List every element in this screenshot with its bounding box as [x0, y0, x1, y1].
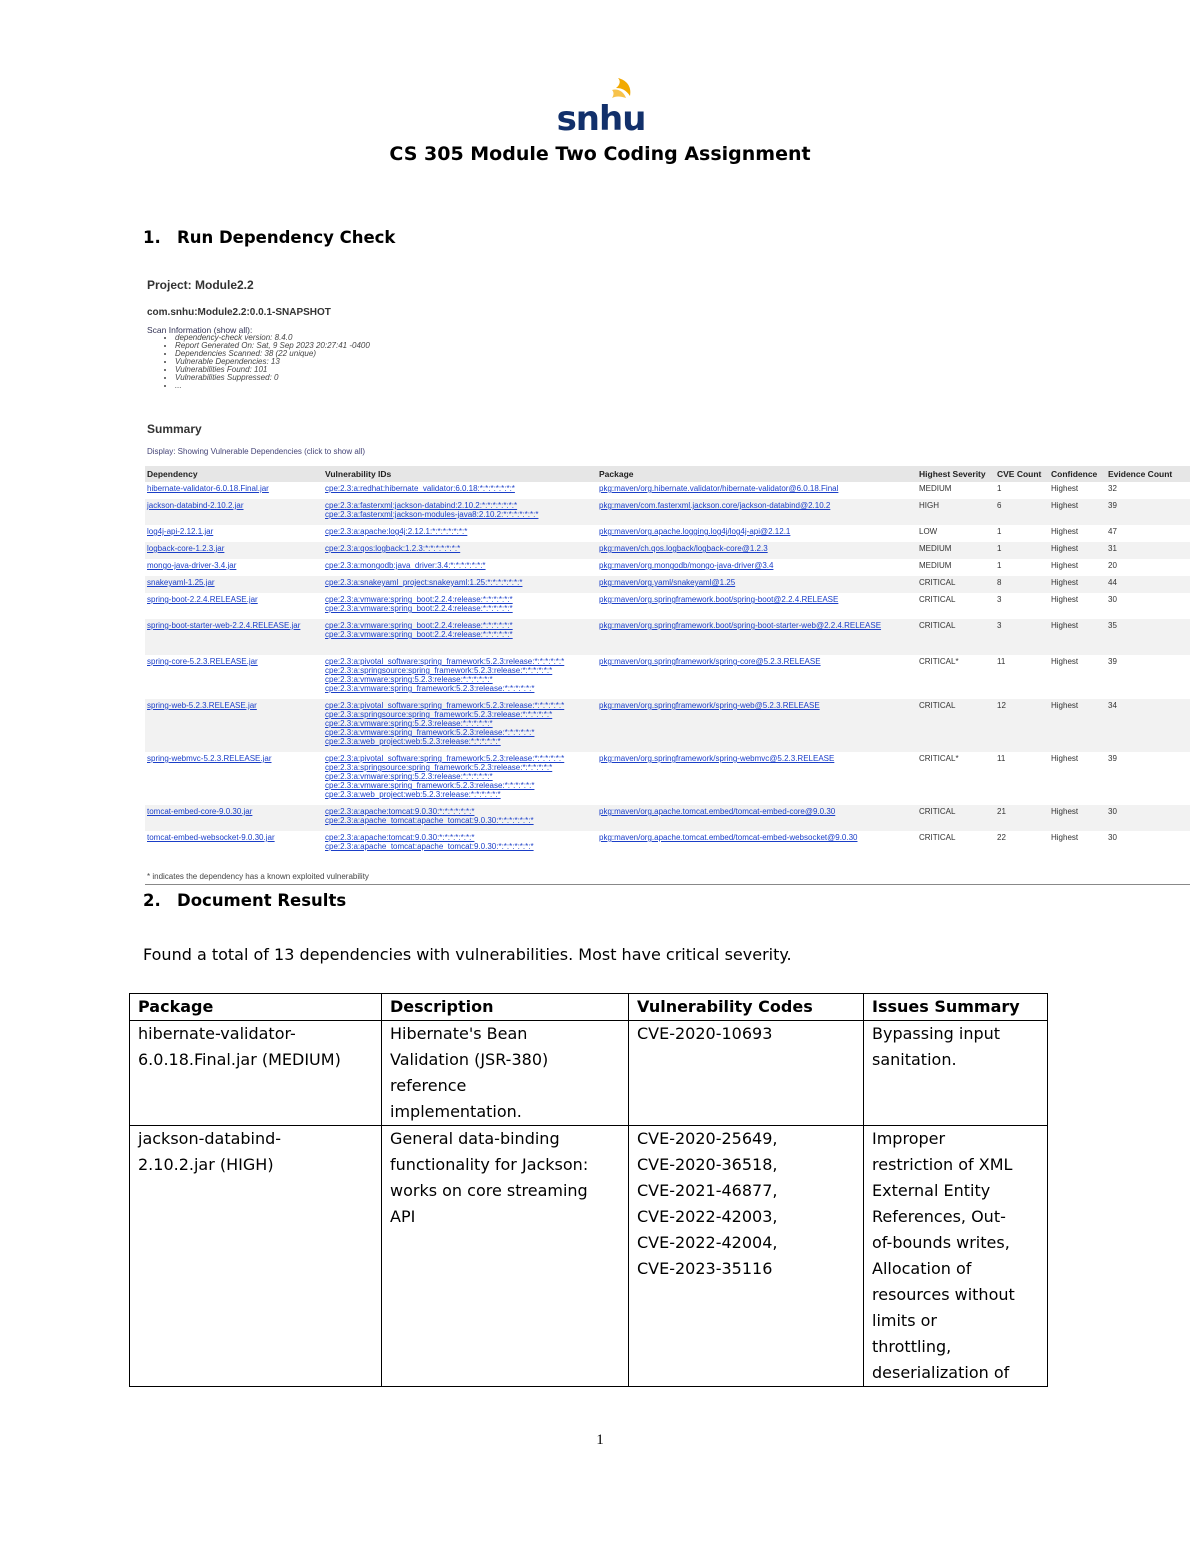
- report-confidence: [1049, 805, 1106, 831]
- vulnerability-id-link[interactable]: cpe:2.3:a:apache_tomcat:apache_tomcat:9.0.30:*:*:*:*:*:*:*: [325, 842, 534, 851]
- report-evidence-count: [1106, 525, 1190, 542]
- vulnerability-id-link[interactable]: cpe:2.3:a:vmware:spring:5.2.3:release:*:*:*:*:*:*: [325, 719, 493, 728]
- report-col-header: Package: [597, 466, 917, 482]
- report-package-link-text[interactable]: pkg:maven/org.springframework/spring-core@5.2.3.RELEASE: [599, 657, 821, 666]
- report-row: [145, 482, 1190, 499]
- report-dependency-link: [145, 593, 323, 619]
- report-confidence-text: Highest: [1051, 561, 1079, 570]
- results-cell-line: throttling,: [872, 1337, 952, 1356]
- report-package-link-text[interactable]: pkg:maven/org.springframework.boot/spring-boot-starter-web@2.2.4.RELEASE: [599, 621, 882, 630]
- results-cell-summary: [864, 1021, 1048, 1126]
- report-vulnerability-ids: [323, 559, 597, 576]
- report-confidence-text: Highest: [1051, 544, 1079, 553]
- report-scan-info-label: Scan Information (show all):: [147, 325, 253, 335]
- dependency-check-report-screenshot: [145, 270, 1190, 886]
- results-cell-line: CVE-2021-46877,: [637, 1181, 778, 1200]
- report-evidence-count-text: 39: [1108, 657, 1117, 666]
- results-cell-line: Allocation of: [872, 1259, 972, 1278]
- report-cve-count: [995, 542, 1049, 559]
- results-col-header: Package: [130, 994, 382, 1021]
- report-scan-info-list: [175, 334, 370, 390]
- report-package-link-text[interactable]: pkg:maven/org.springframework.boot/spring-boot@2.2.4.RELEASE: [599, 595, 839, 604]
- results-row: [130, 1021, 1048, 1126]
- report-evidence-count: [1106, 559, 1190, 576]
- svg-text:snhu: snhu: [556, 99, 646, 136]
- report-dependency-link: [145, 576, 323, 593]
- scan-info-item: • Report Generated On: Sat, 9 Sep 2023 20:27:41 -0400: [175, 342, 370, 350]
- report-evidence-count: [1106, 805, 1190, 831]
- vulnerability-id-link[interactable]: cpe:2.3:a:apache_tomcat:apache_tomcat:9.0.30:*:*:*:*:*:*:*: [325, 816, 534, 825]
- report-confidence-text: Highest: [1051, 484, 1079, 493]
- report-package-link-text[interactable]: pkg:maven/org.apache.tomcat.embed/tomcat-embed-websocket@9.0.30: [599, 833, 858, 842]
- report-severity: [917, 699, 995, 752]
- report-evidence-count: [1106, 482, 1190, 499]
- report-cve-count-text: 8: [997, 578, 1002, 587]
- results-cell-line: CVE-2020-36518,: [637, 1155, 778, 1174]
- report-package-link: [597, 525, 917, 542]
- vulnerability-id-link[interactable]: cpe:2.3:a:vmware:spring:5.2.3:release:*:*:*:*:*:*: [325, 772, 493, 781]
- report-cve-count-text: 12: [997, 701, 1006, 710]
- report-dependency-link: [145, 831, 323, 857]
- report-row: [145, 655, 1190, 699]
- report-cve-count: [995, 499, 1049, 525]
- report-col-header: Confidence: [1049, 466, 1106, 482]
- report-dependency-link: [145, 499, 323, 525]
- report-row: [145, 619, 1190, 655]
- report-evidence-count: [1106, 831, 1190, 857]
- results-cell-summary: [864, 1126, 1048, 1387]
- report-severity: [917, 482, 995, 499]
- results-col-header: Vulnerability Codes: [629, 994, 864, 1021]
- report-vulnerability-ids: [323, 482, 597, 499]
- report-col-header: Evidence Count: [1106, 466, 1190, 482]
- report-severity: [917, 542, 995, 559]
- report-confidence: [1049, 593, 1106, 619]
- results-cell-line: implementation.: [390, 1102, 522, 1121]
- scan-info-item: • Vulnerabilities Suppressed: 0: [175, 374, 370, 382]
- report-dependency-link-text[interactable]: jackson-databind-2.10.2.jar: [147, 501, 244, 510]
- report-confidence-text: Highest: [1051, 754, 1079, 763]
- results-cell-description: [382, 1126, 629, 1387]
- report-package-link: [597, 805, 917, 831]
- report-evidence-count-text: 31: [1108, 544, 1117, 553]
- report-package-link: [597, 482, 917, 499]
- report-row: [145, 559, 1190, 576]
- vulnerability-id-link[interactable]: cpe:2.3:a:vmware:spring_framework:5.2.3:release:*:*:*:*:*:*: [325, 684, 535, 693]
- report-vulnerability-ids: [323, 831, 597, 857]
- report-confidence: [1049, 576, 1106, 593]
- report-vulnerability-ids: [323, 655, 597, 699]
- report-severity: [917, 559, 995, 576]
- report-row: [145, 752, 1190, 805]
- report-row: [145, 593, 1190, 619]
- report-cve-count: [995, 576, 1049, 593]
- report-package-link-text[interactable]: pkg:maven/org.hibernate.validator/hibernate-validator@6.0.18.Final: [599, 484, 839, 493]
- report-cve-count: [995, 752, 1049, 805]
- report-severity: [917, 593, 995, 619]
- report-package-link: [597, 576, 917, 593]
- results-cell-description: [382, 1021, 629, 1126]
- report-evidence-count-text: 35: [1108, 621, 1117, 630]
- report-evidence-count: [1106, 619, 1190, 655]
- results-cell-line: References, Out-: [872, 1207, 1006, 1226]
- vulnerability-id-link[interactable]: cpe:2.3:a:vmware:spring_framework:5.2.3:release:*:*:*:*:*:*: [325, 728, 535, 737]
- report-confidence-text: Highest: [1051, 833, 1079, 842]
- report-confidence-text: Highest: [1051, 527, 1079, 536]
- report-package-link-text[interactable]: pkg:maven/org.springframework/spring-webmvc@5.2.3.RELEASE: [599, 754, 835, 763]
- page-number: 1: [596, 1432, 604, 1448]
- vulnerability-id-link[interactable]: cpe:2.3:a:snakeyaml_project:snakeyaml:1.25:*:*:*:*:*:*:*: [325, 578, 523, 587]
- results-cell-line: reference: [390, 1076, 467, 1095]
- results-cell-codes: [629, 1021, 864, 1126]
- report-row: [145, 525, 1190, 542]
- report-package-link: [597, 593, 917, 619]
- report-evidence-count-text: 39: [1108, 501, 1117, 510]
- report-cve-count-text: 1: [997, 527, 1002, 536]
- results-cell-line: works on core streaming: [390, 1181, 588, 1200]
- report-cve-count: [995, 559, 1049, 576]
- vulnerability-id-link[interactable]: cpe:2.3:a:qos:logback:1.2.3:*:*:*:*:*:*:*: [325, 544, 461, 553]
- report-vulnerability-ids: [323, 619, 597, 655]
- report-package-link: [597, 699, 917, 752]
- vulnerability-id-link[interactable]: cpe:2.3:a:vmware:spring_boot:2.2.4:release:*:*:*:*:*:*: [325, 630, 513, 639]
- report-vulnerability-ids: [323, 499, 597, 525]
- report-evidence-count-text: 30: [1108, 833, 1117, 842]
- results-cell-codes: [629, 1126, 864, 1387]
- vulnerability-id-link[interactable]: cpe:2.3:a:springsource:spring_framework:5.2.3:release:*:*:*:*:*:*: [325, 710, 553, 719]
- vulnerability-id-link[interactable]: cpe:2.3:a:springsource:spring_framework:5.2.3:release:*:*:*:*:*:*: [325, 763, 553, 772]
- report-vulnerability-ids: [323, 699, 597, 752]
- report-col-header: Vulnerability IDs: [323, 466, 597, 482]
- report-confidence: [1049, 542, 1106, 559]
- report-col-header: Dependency: [145, 466, 323, 482]
- report-dependency-link: [145, 482, 323, 499]
- vulnerability-id-link[interactable]: cpe:2.3:a:apache:tomcat:9.0.30:*:*:*:*:*:*:*: [325, 807, 475, 816]
- scan-info-item: • Vulnerable Dependencies: 13: [175, 358, 370, 366]
- report-package-link-text[interactable]: pkg:maven/com.fasterxml.jackson.core/jackson-databind@2.10.2: [599, 501, 831, 510]
- vulnerability-id-link[interactable]: cpe:2.3:a:springsource:spring_framework:5.2.3:release:*:*:*:*:*:*: [325, 666, 553, 675]
- report-severity: [917, 831, 995, 857]
- report-vulnerability-ids: [323, 593, 597, 619]
- results-cell-line: CVE-2023-35116: [637, 1259, 773, 1278]
- report-severity: [917, 805, 995, 831]
- report-evidence-count: [1106, 655, 1190, 699]
- report-evidence-count-text: 39: [1108, 754, 1117, 763]
- results-cell-line: 6.0.18.Final.jar (MEDIUM): [138, 1050, 341, 1069]
- report-severity-text: CRITICAL: [919, 578, 956, 587]
- report-evidence-count-text: 44: [1108, 578, 1117, 587]
- report-dependency-link-text[interactable]: hibernate-validator-6.0.18.Final.jar: [147, 484, 269, 493]
- vulnerability-id-link[interactable]: cpe:2.3:a:pivotal_software:spring_framework:5.2.3:release:*:*:*:*:*:*: [325, 701, 565, 710]
- vulnerability-id-link[interactable]: cpe:2.3:a:web_project:web:5.2.3:release:*:*:*:*:*:*: [325, 737, 501, 746]
- report-dependency-link-text[interactable]: logback-core-1.2.3.jar: [147, 544, 225, 553]
- results-row: [130, 1126, 1048, 1387]
- report-cve-count-text: 6: [997, 501, 1002, 510]
- results-cell-line: CVE-2020-10693: [637, 1024, 773, 1043]
- report-package-link: [597, 559, 917, 576]
- report-confidence-text: Highest: [1051, 621, 1079, 630]
- report-cve-count: [995, 699, 1049, 752]
- report-confidence-text: Highest: [1051, 595, 1079, 604]
- report-severity-text: CRITICAL: [919, 595, 956, 604]
- vulnerability-id-link[interactable]: cpe:2.3:a:fasterxml:jackson-databind:2.10.2:*:*:*:*:*:*:*: [325, 501, 518, 510]
- results-cell-line: Validation (JSR-380): [390, 1050, 549, 1069]
- report-row: [145, 831, 1190, 857]
- snhu-logo-graphic: [556, 76, 646, 136]
- vulnerability-id-link[interactable]: cpe:2.3:a:pivotal_software:spring_framework:5.2.3:release:*:*:*:*:*:*: [325, 657, 565, 666]
- report-severity: [917, 576, 995, 593]
- report-dependency-link: [145, 559, 323, 576]
- report-footnote: * indicates the dependency has a known exploited vulnerability: [147, 872, 369, 881]
- results-cell-line: External Entity: [872, 1181, 991, 1200]
- results-cell-line: functionality for Jackson:: [390, 1155, 589, 1174]
- results-table: [129, 993, 1048, 1387]
- report-evidence-count-text: 32: [1108, 484, 1117, 493]
- results-col-header: Issues Summary: [864, 994, 1048, 1021]
- report-confidence: [1049, 655, 1106, 699]
- report-confidence: [1049, 831, 1106, 857]
- report-row: [145, 699, 1190, 752]
- report-vulnerability-ids: [323, 576, 597, 593]
- vulnerability-id-link[interactable]: cpe:2.3:a:redhat:hibernate_validator:6.0.18:*:*:*:*:*:*:*: [325, 484, 515, 493]
- report-severity: [917, 752, 995, 805]
- report-package-link: [597, 542, 917, 559]
- report-cve-count: [995, 831, 1049, 857]
- report-package-link: [597, 655, 917, 699]
- report-dependency-link: [145, 655, 323, 699]
- report-evidence-count-text: 30: [1108, 595, 1117, 604]
- vulnerability-id-link[interactable]: cpe:2.3:a:vmware:spring_boot:2.2.4:release:*:*:*:*:*:*: [325, 595, 513, 604]
- results-cell-line: jackson-databind-: [138, 1129, 282, 1148]
- report-summary-table: [145, 466, 1190, 857]
- vulnerability-id-link[interactable]: cpe:2.3:a:pivotal_software:spring_framework:5.2.3:release:*:*:*:*:*:*: [325, 754, 565, 763]
- report-cve-count-text: 3: [997, 595, 1002, 604]
- snhu-logo: [556, 76, 646, 136]
- report-vulnerability-ids: [323, 805, 597, 831]
- report-row: [145, 576, 1190, 593]
- report-dependency-link-text[interactable]: tomcat-embed-core-9.0.30.jar: [147, 807, 253, 816]
- report-package-link: [597, 831, 917, 857]
- report-confidence-text: Highest: [1051, 578, 1079, 587]
- report-confidence: [1049, 619, 1106, 655]
- report-package-link: [597, 499, 917, 525]
- report-dependency-link: [145, 525, 323, 542]
- report-cve-count: [995, 619, 1049, 655]
- report-col-header: Highest Severity: [917, 466, 995, 482]
- vulnerability-id-link[interactable]: cpe:2.3:a:vmware:spring_boot:2.2.4:release:*:*:*:*:*:*: [325, 621, 513, 630]
- section-heading-2: 2. Document Results: [143, 891, 347, 910]
- report-col-header: CVE Count: [995, 466, 1049, 482]
- report-confidence: [1049, 559, 1106, 576]
- report-row: [145, 499, 1190, 525]
- report-package-link-text[interactable]: pkg:maven/org.apache.tomcat.embed/tomcat-embed-core@9.0.30: [599, 807, 836, 816]
- report-dependency-link: [145, 699, 323, 752]
- report-package-link-text[interactable]: pkg:maven/org.yaml/snakeyaml@1.25: [599, 578, 736, 587]
- results-cell-line: CVE-2022-42003,: [637, 1207, 778, 1226]
- results-header-row: [130, 994, 1048, 1021]
- vulnerability-id-link[interactable]: cpe:2.3:a:vmware:spring_framework:5.2.3:release:*:*:*:*:*:*: [325, 781, 535, 790]
- report-row: [145, 805, 1190, 831]
- vulnerability-id-link[interactable]: cpe:2.3:a:fasterxml:jackson-modules-java8:2.10.2:*:*:*:*:*:*:*: [325, 510, 539, 519]
- report-dependency-link: [145, 542, 323, 559]
- results-cell-package: [130, 1021, 382, 1126]
- results-cell-line: hibernate-validator-: [138, 1024, 296, 1043]
- report-display-line: Display: Showing Vulnerable Dependencies (click to show all): [147, 447, 366, 456]
- report-cve-count: [995, 525, 1049, 542]
- results-cell-line: 2.10.2.jar (HIGH): [138, 1155, 274, 1174]
- report-package-link-text[interactable]: pkg:maven/ch.qos.logback/logback-core@1.2.3: [599, 544, 768, 553]
- scan-info-item: • ...: [175, 382, 370, 390]
- section-heading-1: 1. Run Dependency Check: [143, 228, 396, 247]
- report-confidence-text: Highest: [1051, 657, 1079, 666]
- report-dependency-link-text[interactable]: spring-webmvc-5.2.3.RELEASE.jar: [147, 754, 272, 763]
- report-cve-count-text: 3: [997, 621, 1002, 630]
- results-cell-line: limits or: [872, 1311, 937, 1330]
- scan-info-item: • dependency-check version: 8.4.0: [175, 334, 370, 342]
- report-dependency-link-text[interactable]: spring-web-5.2.3.RELEASE.jar: [147, 701, 257, 710]
- report-dependency-link-text[interactable]: mongo-java-driver-3.4.jar: [147, 561, 237, 570]
- report-vulnerability-ids: [323, 752, 597, 805]
- report-dependency-link-text[interactable]: spring-boot-2.2.4.RELEASE.jar: [147, 595, 258, 604]
- report-evidence-count: [1106, 542, 1190, 559]
- report-dependency-link-text[interactable]: spring-boot-starter-web-2.2.4.RELEASE.jar: [147, 621, 301, 630]
- page-title: CS 305 Module Two Coding Assignment: [389, 143, 811, 165]
- report-evidence-count-text: 47: [1108, 527, 1117, 536]
- report-cve-count-text: 22: [997, 833, 1006, 842]
- report-dependency-link-text[interactable]: spring-core-5.2.3.RELEASE.jar: [147, 657, 258, 666]
- report-severity-text: HIGH: [919, 501, 939, 510]
- report-severity: [917, 619, 995, 655]
- report-project-title: Project: Module2.2: [147, 278, 254, 292]
- report-confidence-text: Highest: [1051, 807, 1079, 816]
- results-cell-line: of-bounds writes,: [872, 1233, 1010, 1252]
- report-package-link-text[interactable]: pkg:maven/org.apache.logging.log4j/log4j-api@2.12.1: [599, 527, 791, 536]
- report-severity-text: MEDIUM: [919, 544, 952, 553]
- report-confidence: [1049, 699, 1106, 752]
- report-dependency-link-text[interactable]: log4j-api-2.12.1.jar: [147, 527, 214, 536]
- report-evidence-count: [1106, 499, 1190, 525]
- results-cell-line: CVE-2020-25649,: [637, 1129, 778, 1148]
- report-evidence-count-text: 34: [1108, 701, 1117, 710]
- report-confidence: [1049, 482, 1106, 499]
- report-cve-count: [995, 655, 1049, 699]
- report-divider: [145, 884, 1190, 885]
- report-severity: [917, 655, 995, 699]
- vulnerability-id-link[interactable]: cpe:2.3:a:vmware:spring:5.2.3:release:*:*:*:*:*:*: [325, 675, 493, 684]
- report-gav: com.snhu:Module2.2:0.0.1-SNAPSHOT: [147, 307, 331, 318]
- report-cve-count-text: 1: [997, 484, 1002, 493]
- vulnerability-id-link[interactable]: cpe:2.3:a:apache:log4j:2.12.1:*:*:*:*:*:*:*: [325, 527, 468, 536]
- report-cve-count: [995, 593, 1049, 619]
- report-row: [145, 542, 1190, 559]
- report-dependency-link-text[interactable]: tomcat-embed-websocket-9.0.30.jar: [147, 833, 275, 842]
- report-severity-text: CRITICAL: [919, 833, 956, 842]
- vulnerability-id-link[interactable]: cpe:2.3:a:mongodb:java_driver:3.4:*:*:*:*:*:*:*: [325, 561, 486, 570]
- results-cell-line: restriction of XML: [872, 1155, 1013, 1174]
- vulnerability-id-link[interactable]: cpe:2.3:a:apache:tomcat:9.0.30:*:*:*:*:*:*:*: [325, 833, 475, 842]
- scan-info-item: • Vulnerabilities Found: 101: [175, 366, 370, 374]
- report-evidence-count: [1106, 593, 1190, 619]
- report-evidence-count: [1106, 576, 1190, 593]
- report-severity-text: CRITICAL: [919, 621, 956, 630]
- results-cell-line: Bypassing input: [872, 1024, 1001, 1043]
- results-cell-package: [130, 1126, 382, 1387]
- scan-info-item: • Dependencies Scanned: 38 (22 unique): [175, 350, 370, 358]
- report-evidence-count-text: 20: [1108, 561, 1117, 570]
- report-vulnerability-ids: [323, 525, 597, 542]
- vulnerability-id-link[interactable]: cpe:2.3:a:web_project:web:5.2.3:release:*:*:*:*:*:*: [325, 790, 501, 799]
- report-evidence-count: [1106, 699, 1190, 752]
- report-cve-count-text: 11: [997, 754, 1006, 763]
- report-cve-count-text: 1: [997, 561, 1002, 570]
- report-severity-text: CRITICAL*: [919, 657, 959, 666]
- intro-paragraph: Found a total of 13 dependencies with vulnerabilities. Most have critical severity.: [143, 945, 792, 964]
- results-cell-line: resources without: [872, 1285, 1015, 1304]
- report-confidence: [1049, 525, 1106, 542]
- results-cell-line: Improper: [872, 1129, 946, 1148]
- report-dependency-link: [145, 752, 323, 805]
- report-severity-text: CRITICAL*: [919, 754, 959, 763]
- results-cell-line: General data-binding: [390, 1129, 560, 1148]
- report-cve-count: [995, 805, 1049, 831]
- report-severity: [917, 525, 995, 542]
- report-dependency-link-text[interactable]: snakeyaml-1.25.jar: [147, 578, 215, 587]
- report-package-link-text[interactable]: pkg:maven/org.springframework/spring-web@5.2.3.RELEASE: [599, 701, 820, 710]
- report-dependency-link: [145, 805, 323, 831]
- report-severity: [917, 499, 995, 525]
- report-header-row: [145, 466, 1190, 482]
- report-severity-text: CRITICAL: [919, 701, 956, 710]
- report-dependency-link: [145, 619, 323, 655]
- report-cve-count: [995, 482, 1049, 499]
- report-package-link: [597, 619, 917, 655]
- report-package-link: [597, 752, 917, 805]
- report-confidence-text: Highest: [1051, 701, 1079, 710]
- vulnerability-id-link[interactable]: cpe:2.3:a:vmware:spring_boot:2.2.4:release:*:*:*:*:*:*: [325, 604, 513, 613]
- report-confidence-text: Highest: [1051, 501, 1079, 510]
- report-confidence: [1049, 499, 1106, 525]
- report-evidence-count-text: 30: [1108, 807, 1117, 816]
- report-severity-text: MEDIUM: [919, 484, 952, 493]
- report-confidence: [1049, 752, 1106, 805]
- report-vulnerability-ids: [323, 542, 597, 559]
- report-severity-text: MEDIUM: [919, 561, 952, 570]
- results-cell-line: CVE-2022-42004,: [637, 1233, 778, 1252]
- report-evidence-count: [1106, 752, 1190, 805]
- report-summary-heading: Summary: [147, 422, 202, 436]
- report-severity-text: CRITICAL: [919, 807, 956, 816]
- results-col-header: Description: [382, 994, 629, 1021]
- results-cell-line: deserialization of: [872, 1363, 1010, 1382]
- report-cve-count-text: 11: [997, 657, 1006, 666]
- results-cell-line: sanitation.: [872, 1050, 957, 1069]
- results-cell-line: API: [390, 1207, 416, 1226]
- report-cve-count-text: 1: [997, 544, 1002, 553]
- results-cell-line: Hibernate's Bean: [390, 1024, 528, 1043]
- report-package-link-text[interactable]: pkg:maven/org.mongodb/mongo-java-driver@3.4: [599, 561, 774, 570]
- report-severity-text: LOW: [919, 527, 938, 536]
- report-cve-count-text: 21: [997, 807, 1006, 816]
